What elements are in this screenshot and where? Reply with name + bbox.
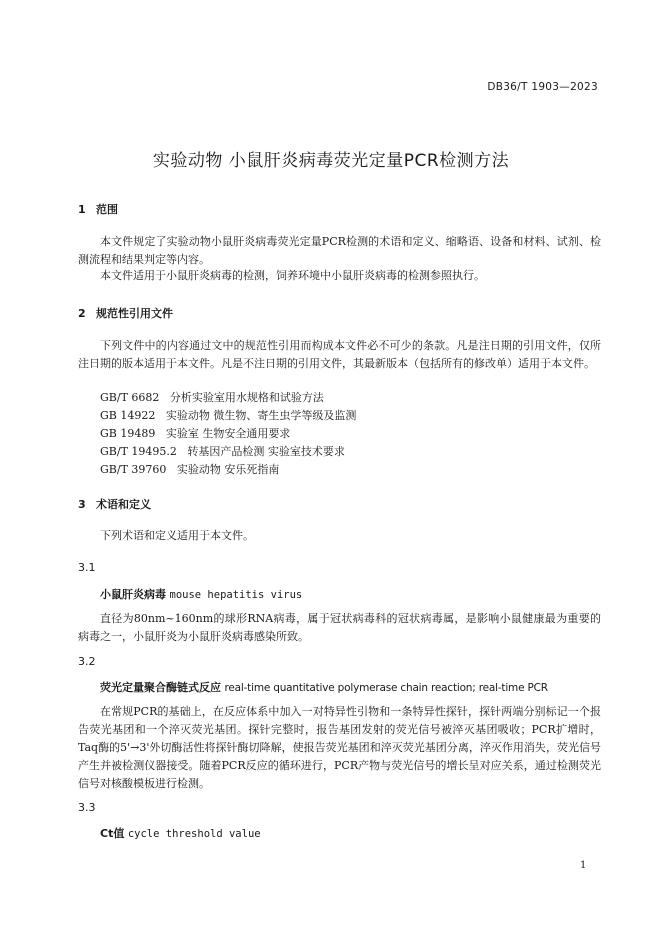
term-chinese: Ct值 bbox=[100, 827, 125, 840]
paragraph-normative-references: 下列文件中的内容通过文中的规范性引用而构成本文件必不可少的条款。凡是注日期的引用文件，仅所注日期的版本适用于本文件。凡是不注日期的引用文件，其最新版本（包括所有的修改单）适用于本文件。 bbox=[78, 339, 601, 370]
clause-number: 3.2 bbox=[78, 655, 96, 668]
section-heading-terms bbox=[78, 496, 151, 512]
standard-number: DB36/T 1903—2023 bbox=[487, 81, 598, 93]
term-english: cycle threshold value bbox=[127, 828, 261, 840]
term-definition: 直径为80nm~160nm的球形RNA病毒，属于冠状病毒科的冠状病毒属，是影响小鼠健康最为重要的病毒之一，小鼠肝炎为小鼠肝炎病毒感染所致。 bbox=[78, 612, 601, 643]
clause-number: 3.3 bbox=[78, 801, 96, 814]
section-heading-scope bbox=[78, 201, 118, 217]
term-english: mouse hepatitis virus bbox=[169, 589, 303, 601]
page-number: 1 bbox=[580, 860, 587, 871]
section-number: 3 bbox=[78, 498, 86, 511]
section-heading-normative-references bbox=[78, 305, 173, 321]
paragraph-scope-1: 本文件规定了实验动物小鼠肝炎病毒荧光定量PCR检测的术语和定义、缩略语、设备和材料、试剂、检测流程和结果判定等内容。 bbox=[78, 235, 601, 266]
term-definition: 在常规PCR的基础上，在反应体系中加入一对特异性引物和一条特异性探针，探针两端分别标记一个报告荧光基团和一个淬灭荧光基团。探针完整时，报告基团发射的荧光信号被淬灭基团吸收；PCR扩增时，Taq酶的5'→3'外切酶活性将探针酶切降解，使报告荧光基团和淬灭荧光基团分离，淬灭作用消失，荧光信号产生并被检测仪器接受。随着PCR反应的循环进行，PCR产物与荧光信号的增长呈对应关系，通过检测荧光信号对核酸模板进行检测。 bbox=[78, 705, 601, 790]
term-chinese: 小鼠肝炎病毒 bbox=[100, 588, 166, 601]
section-title: 规范性引用文件 bbox=[96, 307, 173, 320]
section-title: 术语和定义 bbox=[96, 498, 151, 511]
reference-item: GB/T 39760 实验动物 安乐死指南 bbox=[100, 463, 280, 476]
term-chinese: 荧光定量聚合酶链式反应 bbox=[100, 681, 221, 694]
term-entry bbox=[100, 586, 302, 602]
document-title: 实验动物 小鼠肝炎病毒荧光定量PCR检测方法 bbox=[152, 151, 510, 171]
section-title: 范围 bbox=[96, 203, 118, 216]
paragraph-terms-intro: 下列术语和定义适用于本文件。 bbox=[100, 529, 254, 542]
reference-item: GB 14922 实验动物 微生物、寄生虫学等级及监测 bbox=[100, 409, 357, 422]
paragraph-scope-2: 本文件适用于小鼠肝炎病毒的检测，饲养环境中小鼠肝炎病毒的检测参照执行。 bbox=[100, 269, 485, 282]
reference-item: GB/T 6682 分析实验室用水规格和试验方法 bbox=[100, 391, 324, 404]
term-entry bbox=[100, 825, 261, 841]
term-entry bbox=[100, 679, 548, 695]
clause-number: 3.1 bbox=[78, 561, 96, 574]
reference-item: GB/T 19495.2 转基因产品检测 实验室技术要求 bbox=[100, 445, 345, 458]
section-number: 2 bbox=[78, 307, 86, 320]
section-number: 1 bbox=[78, 203, 86, 216]
reference-item: GB 19489 实验室 生物安全通用要求 bbox=[100, 427, 291, 440]
term-english: real-time quantitative polymerase chain reaction; real-time PCR bbox=[224, 682, 548, 694]
